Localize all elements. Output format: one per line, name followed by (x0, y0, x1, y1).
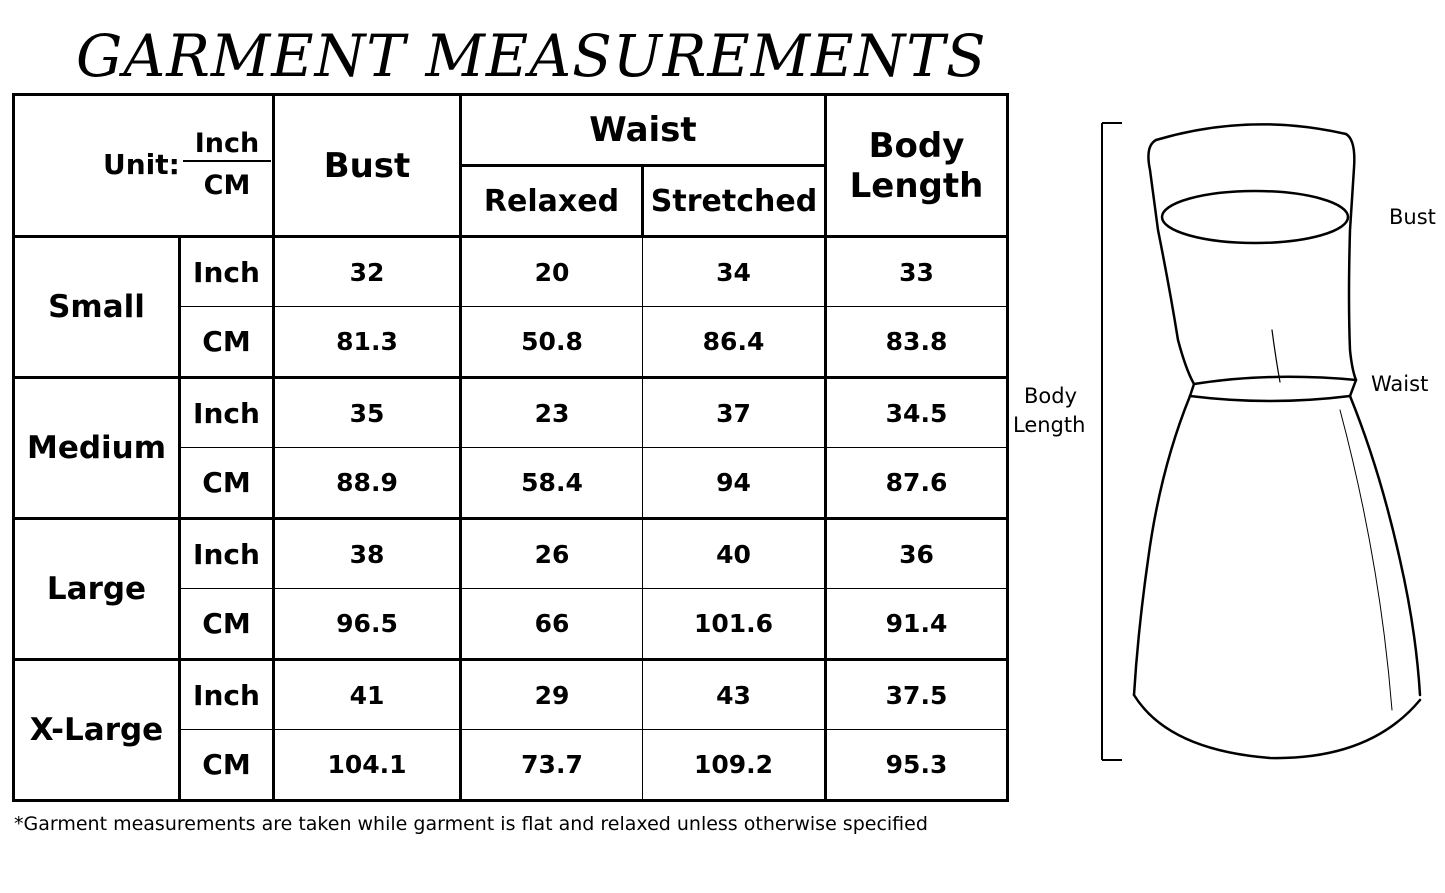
body-length-line2: Length (849, 165, 984, 206)
bust-value: 104.1 (274, 730, 461, 801)
waist-stretched-value: 43 (643, 660, 826, 730)
row-unit: CM (180, 307, 274, 378)
size-name: Medium (14, 378, 180, 519)
bust-value: 38 (274, 519, 461, 589)
table-row (14, 519, 1008, 589)
waist-stretched-value: 37 (643, 378, 826, 448)
waist-relaxed-value: 29 (461, 660, 643, 730)
bust-value: 35 (274, 378, 461, 448)
stretched-header: Stretched (643, 166, 826, 237)
body-length-label-line1: Body (1024, 384, 1078, 408)
row-unit: CM (180, 589, 274, 660)
bust-header: Bust (274, 95, 461, 237)
row-unit: CM (180, 448, 274, 519)
unit-header-cell (14, 95, 274, 237)
bust-line (1162, 191, 1348, 243)
body-length-value: 34.5 (826, 378, 1008, 448)
body-length-value: 91.4 (826, 589, 1008, 660)
body-length-value: 87.6 (826, 448, 1008, 519)
waist-stretched-value: 101.6 (643, 589, 826, 660)
body-length-value: 37.5 (826, 660, 1008, 730)
body-length-header (826, 95, 1008, 237)
body-length-label-line2: Length (1013, 413, 1086, 437)
waist-stretched-value: 109.2 (643, 730, 826, 801)
row-unit: Inch (180, 378, 274, 448)
waist-relaxed-value: 58.4 (461, 448, 643, 519)
waist-label: Waist (1371, 372, 1429, 396)
body-length-value: 36 (826, 519, 1008, 589)
body-length-value: 95.3 (826, 730, 1008, 801)
row-unit: Inch (180, 660, 274, 730)
size-name: Small (14, 237, 180, 378)
waist-relaxed-value: 73.7 (461, 730, 643, 801)
body-length-line1: Body (868, 125, 965, 166)
unit-cm-label: CM (203, 170, 251, 201)
waist-relaxed-value: 23 (461, 378, 643, 448)
dress-outline-icon (1000, 110, 1440, 770)
row-unit: Inch (180, 237, 274, 307)
size-name: Large (14, 519, 180, 660)
waist-relaxed-value: 26 (461, 519, 643, 589)
waist-stretched-value: 86.4 (643, 307, 826, 378)
unit-label: Unit: (103, 148, 180, 181)
table-row (14, 237, 1008, 307)
body-length-value: 33 (826, 237, 1008, 307)
waist-relaxed-value: 20 (461, 237, 643, 307)
relaxed-header: Relaxed (461, 166, 643, 237)
bust-value: 88.9 (274, 448, 461, 519)
size-name: X-Large (14, 660, 180, 801)
bust-label: Bust (1389, 205, 1436, 229)
body-length-value: 83.8 (826, 307, 1008, 378)
waist-stretched-value: 40 (643, 519, 826, 589)
bust-value: 81.3 (274, 307, 461, 378)
footnote: *Garment measurements are taken while garment is flat and relaxed unless otherwise specified (14, 813, 928, 835)
waist-header: Waist (461, 95, 826, 166)
waist-stretched-value: 94 (643, 448, 826, 519)
waist-relaxed-value: 66 (461, 589, 643, 660)
dress-shape (1134, 124, 1420, 758)
row-unit: Inch (180, 519, 274, 589)
body-length-bracket (1102, 123, 1122, 760)
bust-value: 96.5 (274, 589, 461, 660)
page-title: GARMENT MEASUREMENTS (76, 22, 987, 90)
bust-value: 41 (274, 660, 461, 730)
measurement-table (12, 93, 1009, 802)
row-unit: CM (180, 730, 274, 801)
unit-inch-label: Inch (183, 128, 271, 162)
table-row (14, 660, 1008, 730)
waist-stretched-value: 34 (643, 237, 826, 307)
table-row (14, 378, 1008, 448)
bust-value: 32 (274, 237, 461, 307)
waist-relaxed-value: 50.8 (461, 307, 643, 378)
